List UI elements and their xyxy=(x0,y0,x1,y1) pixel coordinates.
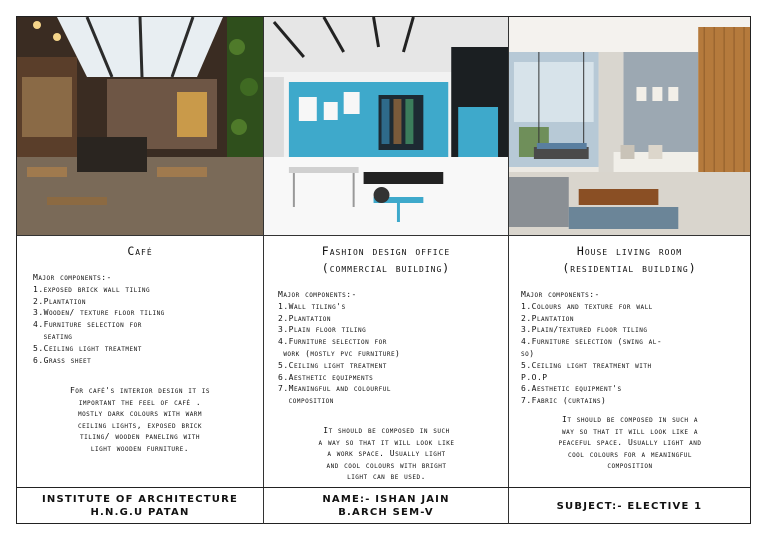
components-heading: Major components:- xyxy=(521,290,600,299)
list-item: 4.Furniture selection for xyxy=(33,320,142,330)
list-item: seating xyxy=(33,331,73,341)
list-item: P.O.P xyxy=(521,372,548,382)
living-room-title-line: House living room xyxy=(576,244,683,258)
note-line: tiling/ wooden paneling with xyxy=(80,432,200,441)
note-line: For café's interior design it is xyxy=(69,386,211,395)
cafe-components xyxy=(33,272,165,366)
list-item: 7.Fabric (curtains) xyxy=(521,396,607,406)
living-room-components xyxy=(521,289,662,407)
photo-divider xyxy=(17,235,750,236)
note-line: It should be composed in such a xyxy=(562,415,698,424)
fashion-office-note xyxy=(272,425,501,483)
list-item: 2.Plantation xyxy=(33,296,86,306)
list-item: 4.Furniture selection for xyxy=(278,337,387,347)
list-item: 5.Ceiling light treatment with xyxy=(521,360,652,370)
fashion-office-components xyxy=(278,289,400,407)
footer-institute xyxy=(17,488,263,524)
note-line: ceiling lights, exposed brick xyxy=(77,420,203,430)
footer-student xyxy=(263,488,508,524)
poster-sheet xyxy=(16,16,751,524)
list-item: work (mostly pvc furniture) xyxy=(278,348,401,358)
list-item: 6.Aesthetic equipments xyxy=(278,372,374,382)
list-item: 2.Plantation xyxy=(521,313,574,323)
note-line: and cool colours with bright xyxy=(326,460,447,470)
column-fashion-office xyxy=(263,17,508,487)
components-heading: Major components:- xyxy=(33,273,112,282)
note-line: light can be used. xyxy=(347,472,426,481)
institute-name: INSTITUTE OF ARCHITECTURE xyxy=(41,494,239,505)
living-room-title-line: (residential building) xyxy=(562,261,697,275)
note-line: way so that it will look like a xyxy=(562,426,698,436)
list-item: 7.Meaningful and colourful xyxy=(278,384,391,394)
student-name: NAME:- ISHAN JAIN xyxy=(322,494,450,505)
components-heading: Major components:- xyxy=(278,290,357,299)
note-line: composition xyxy=(607,461,653,470)
note-line: cool colours for a meaningful xyxy=(567,449,693,459)
cafe-interior-photo xyxy=(17,17,263,235)
note-line: It should be composed in such xyxy=(323,426,450,435)
column-cafe xyxy=(17,17,263,487)
list-item: 3.Plain/textured floor tiling xyxy=(521,325,648,335)
list-item: 5.Ceiling light treatment xyxy=(33,343,142,353)
institute-location: H.N.G.U PATAN xyxy=(90,507,190,518)
list-item: 1.Colours and texture for wall xyxy=(521,301,653,311)
list-item: 1.Wall tiling's xyxy=(278,301,346,311)
fashion-office-title xyxy=(264,243,508,277)
list-item: 2.Plantation xyxy=(278,313,331,323)
footer xyxy=(17,487,750,524)
fashion-office-title-line: Fashion design office xyxy=(321,244,451,258)
note-line: important the feel of café . xyxy=(78,397,202,407)
living-room-photo xyxy=(509,17,750,235)
note-line: a work space. Usually light xyxy=(327,449,446,458)
fashion-office-title-line: (commercial building) xyxy=(321,261,451,275)
list-item: 6.Grass sheet xyxy=(33,355,92,365)
cafe-note xyxy=(25,385,255,454)
cafe-title xyxy=(17,243,263,260)
note-line: a way so that it will look like xyxy=(318,437,455,447)
list-item: 4.Furniture selection (swing al- xyxy=(521,337,663,347)
living-room-title xyxy=(509,243,750,277)
subject-name: SUBJECT:- ELECTIVE 1 xyxy=(556,500,703,512)
note-line: mostly dark colours with warm xyxy=(77,409,203,418)
student-semester: B.ARCH SEM-V xyxy=(338,507,434,518)
note-line: light wooden furniture. xyxy=(90,443,190,453)
list-item: 3.Plain floor tiling xyxy=(278,325,367,335)
list-item: 1.exposed brick wall tiling xyxy=(33,284,151,294)
fashion-office-photo xyxy=(264,17,508,235)
list-item: 3.Wooden/ texture floor tiling xyxy=(33,308,165,318)
list-item: so) xyxy=(521,348,535,358)
footer-subject xyxy=(508,488,750,524)
column-living-room xyxy=(508,17,750,487)
note-line: peaceful space. Usually light and xyxy=(558,438,702,447)
list-item: 5.Ceiling light treatment xyxy=(278,360,387,370)
list-item: 6.Aesthetic equipment's xyxy=(521,384,622,394)
list-item: composition xyxy=(278,396,334,406)
living-room-note xyxy=(515,414,745,472)
cafe-title-line: Café xyxy=(127,244,153,258)
